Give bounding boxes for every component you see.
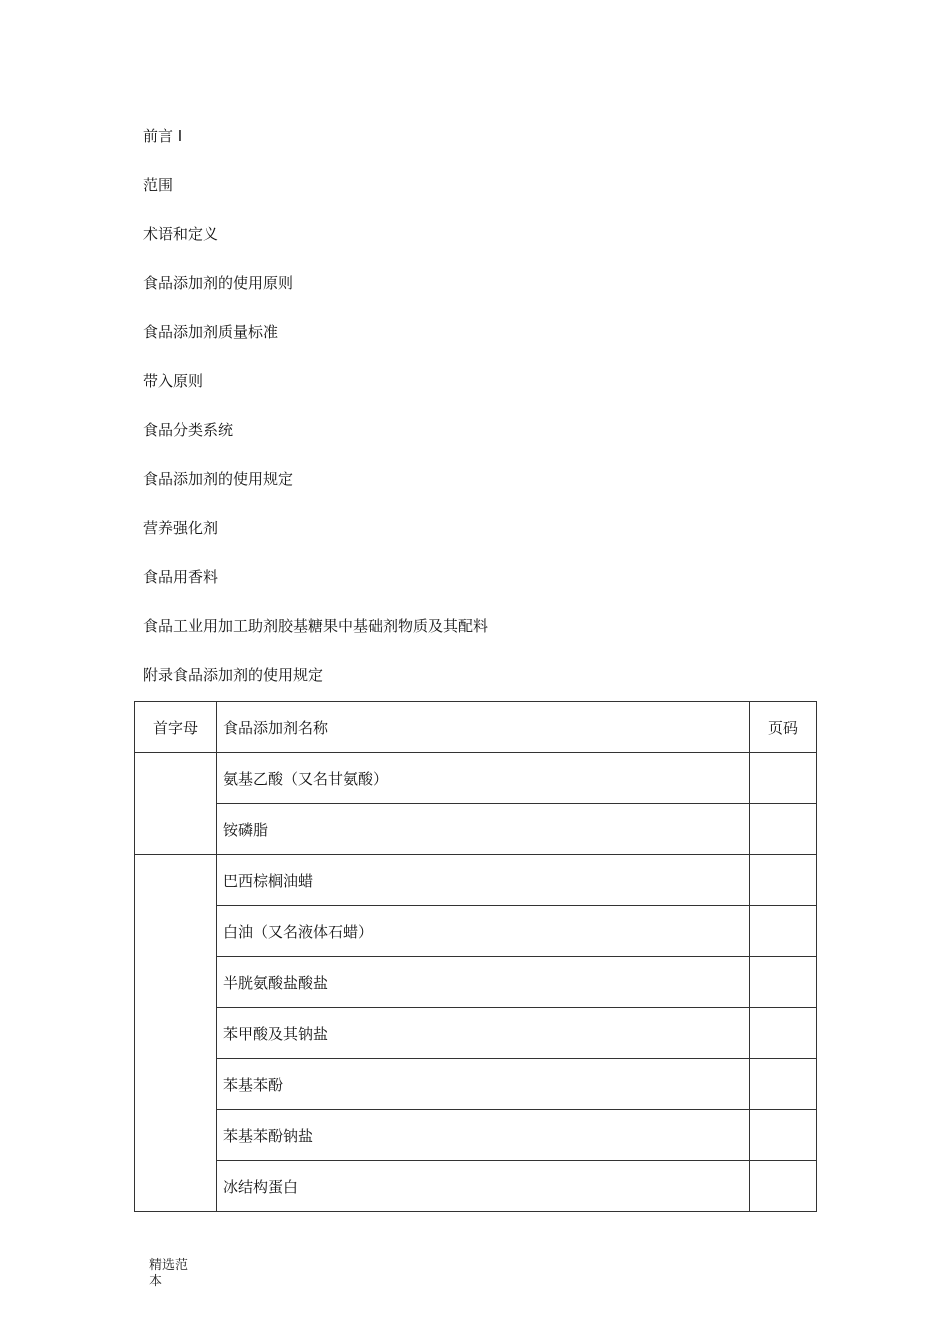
toc-item: 食品添加剂的使用原则: [143, 274, 294, 292]
page-cell: [750, 957, 817, 1008]
header-additive-name: 食品添加剂名称: [217, 702, 750, 753]
table-row: [135, 957, 817, 1008]
page-cell: [750, 1110, 817, 1161]
table-row: [135, 855, 817, 906]
page-cell: [750, 753, 817, 804]
toc-item: 术语和定义: [143, 225, 219, 243]
toc-item: 食品工业用加工助剂胶基糖果中基础剂物质及其配料: [143, 617, 489, 635]
toc-item: 食品分类系统: [143, 421, 234, 439]
toc-item: 营养强化剂: [143, 519, 219, 537]
initial-cell: [135, 753, 217, 855]
toc-item: 食品添加剂的使用规定: [143, 470, 294, 488]
footer-watermark: [149, 1258, 188, 1290]
toc-item: 前言 I: [143, 127, 183, 145]
header-initial: 首字母: [135, 702, 217, 753]
toc-item: 带入原则: [143, 372, 204, 390]
table-row: [135, 804, 817, 855]
page-cell: [750, 855, 817, 906]
additive-name: 氨基乙酸（又名甘氨酸）: [217, 753, 750, 804]
table-row: [135, 1110, 817, 1161]
additive-name: 冰结构蛋白: [217, 1161, 750, 1212]
toc-item: 食品添加剂质量标准: [143, 323, 279, 341]
table-row: [135, 906, 817, 957]
toc-item: 附录食品添加剂的使用规定: [143, 666, 324, 684]
page-cell: [750, 1008, 817, 1059]
table-row: [135, 1059, 817, 1110]
header-page: 页码: [750, 702, 817, 753]
table-row: [135, 1008, 817, 1059]
table-header-row: [135, 702, 817, 753]
page-cell: [750, 906, 817, 957]
table-row: [135, 753, 817, 804]
additive-name: 苯基苯酚钠盐: [217, 1110, 750, 1161]
additive-name: 巴西棕榈油蜡: [217, 855, 750, 906]
table-row: [135, 1161, 817, 1212]
additive-name: 白油（又名液体石蜡）: [217, 906, 750, 957]
toc-item: 食品用香料: [143, 568, 219, 586]
page-cell: [750, 1059, 817, 1110]
page-cell: [750, 804, 817, 855]
additive-index-table: [134, 701, 817, 1212]
footer-line: 精选范: [149, 1258, 189, 1273]
additive-name: 苯基苯酚: [217, 1059, 750, 1110]
additive-name: 苯甲酸及其钠盐: [217, 1008, 750, 1059]
table-of-contents: [143, 124, 488, 712]
page-cell: [750, 1161, 817, 1212]
additive-name: 铵磷脂: [217, 804, 750, 855]
footer-line: 本: [149, 1274, 163, 1289]
additive-name: 半胱氨酸盐酸盐: [217, 957, 750, 1008]
initial-cell: [135, 855, 217, 1212]
toc-item: 范围: [143, 176, 174, 194]
